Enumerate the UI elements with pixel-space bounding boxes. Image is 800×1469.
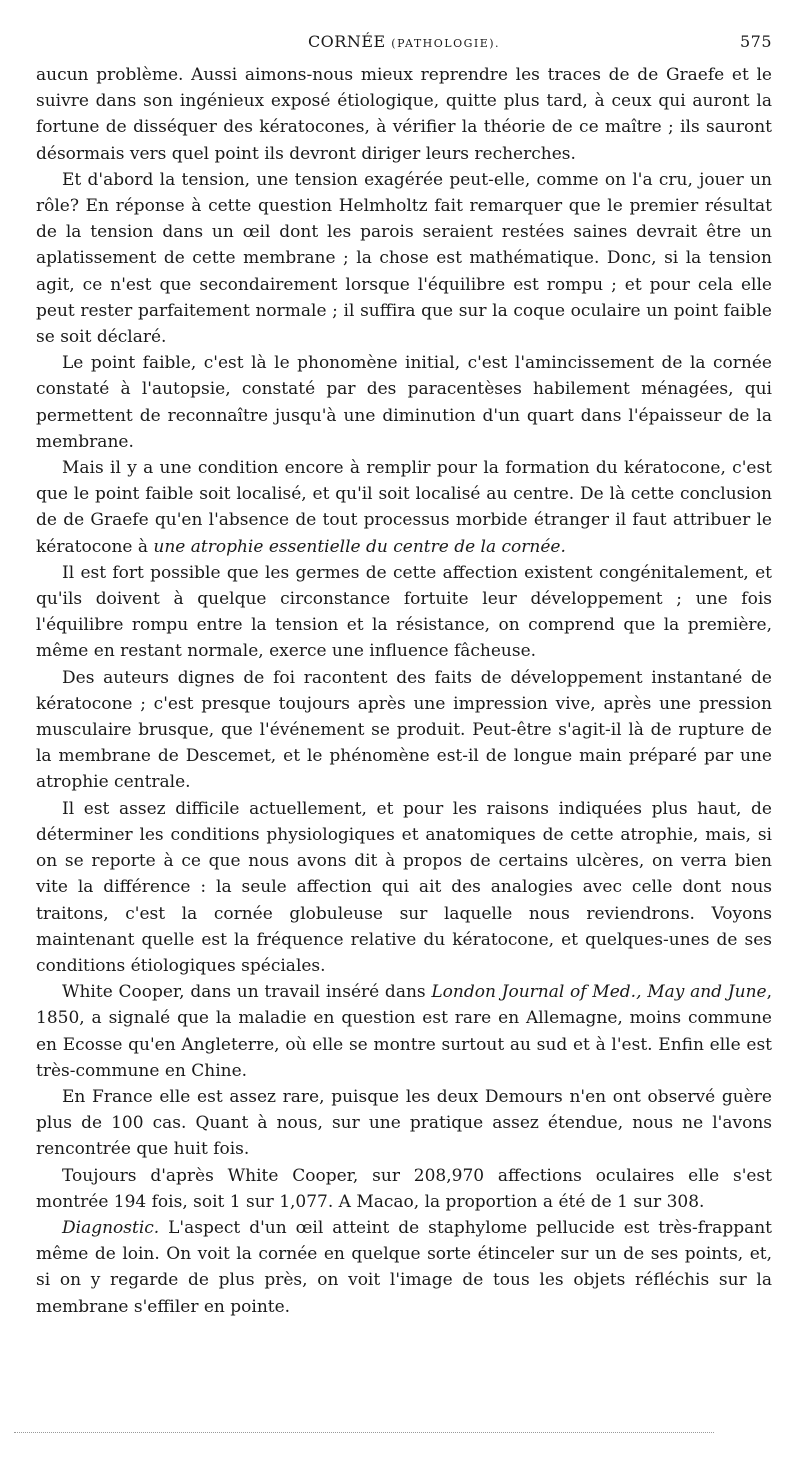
paragraph-diagnostic — [36, 1215, 772, 1320]
paragraph-atrophie: Il est assez difficile actuellement, et pour les raisons indiquées plus haut, de déterminer les conditions physiologiques et anatomiques de cette atrophie, mais, si on se reporte à ce que nous avons dit à propos de certains ulcères, on verra bien vite la différence : la seule affection qui ait des analogies avec celle dont nous traitons, c'est la cornée globuleuse sur laquelle nous reviendrons. Voyons maintenant quelle est la fréquence relative du kératocone, et quelques-unes de ses conditions étiologiques spéciales. — [36, 798, 772, 976]
footer-divider — [14, 1432, 714, 1433]
paragraph-text: White Cooper, dans un travail inséré dans — [62, 982, 432, 1003]
paragraph-developpement: Des auteurs dignes de foi racontent des faits de développement instantané de kératocone ; c'est presque toujours après une impression vive, après une pression musculaire brusque, que l'événement se produit. Peut-être s'agit-il là de rupture de la membrane de Descemet, et le phénomène est-il de longue main préparé par une atrophie centrale. — [36, 667, 772, 793]
paragraph-tension: Et d'abord la tension, une tension exagérée peut-elle, comme on l'a cru, jouer un rôle? En réponse à cette question Helmholtz fait remarquer que le premier résultat de la tension dans un œil dont les parois seraient restées saines devrait être un aplatissement de cette membrane ; la chose est mathématique. Donc, si la tension agit, ce n'est que secondairement lorsque l'équilibre est rompu ; et pour cela elle peut rester parfaitement normale ; il suffira que sur la coque oculaire un point faible se soit déclaré. — [36, 169, 772, 348]
header-title: CORNÉE — [307, 32, 386, 51]
paragraph-germes: Il est fort possible que les germes de cette affection existent congénitalement, et qu'ils doivent à quelque circonstance fortuite leur développement ; une fois l'équilibre rompu entre la tension et la résistance, on comprend que la première, même en restant normale, exerce une influence fâcheuse. — [36, 562, 772, 662]
paragraph-france: En France elle est assez rare, puisque les deux Demours n'en ont observé guère plus de 100 cas. Quant à nous, sur une pratique assez étendue, nous ne l'avons rencontrée que huit fois. — [36, 1086, 772, 1160]
running-title — [36, 32, 772, 51]
paragraph-statistiques: Toujours d'après White Cooper, sur 208,970 affections oculaires elle s'est montrée 194 fois, soit 1 sur 1,077. A Macao, la proportion a été de 1 sur 308. — [36, 1165, 772, 1212]
italic-phrase: une atrophie essentielle du centre de la cornée. — [153, 536, 566, 557]
page-number: 575 — [739, 32, 772, 51]
paragraph-localisation — [36, 455, 772, 560]
paragraph-point-faible: Le point faible, c'est là le phonomène initial, c'est l'amincissement de la cornée constaté à l'autopsie, constaté par des paracentèses habilement ménagées, qui permettent de reconnaître jusqu'à une diminution d'un quart dans l'épaisseur de la membrane. — [36, 353, 772, 452]
header-subtitle: (PATHOLOGIE). — [391, 37, 501, 50]
running-header — [36, 32, 772, 56]
paragraph-text: , 1850, a signalé que la maladie en question est rare en Allemagne, moins commune en Ecosse qu'en Angleterre, où elle se montre surtout au sud et à l'est. Enfin elle est très-commune en Chine. — [36, 982, 772, 1081]
body-text — [36, 62, 772, 1320]
paragraph-continued: aucun problème. Aussi aimons-nous mieux reprendre les traces de de Graefe et le suivre dans son ingénieux exposé étiologique, quitte plus tard, à ceux qui auront la fortune de disséquer des kératocones, à vérifier la théorie de ce maître ; ils sauront désormais vers quel point ils devront diriger leurs recherches. — [36, 65, 772, 164]
journal-title: London Journal of Med., May and June — [431, 982, 767, 1003]
section-heading-diagnostic: Diagnostic. — [62, 1217, 160, 1238]
paragraph-white-cooper — [36, 979, 772, 1084]
paragraph-text: L'aspect d'un œil atteint de staphylome pellucide est très-frappant même de loin. On voit la cornée en quelque sorte étinceler sur un de ses points, et, si on y regarde de plus près, on voit l'image de tous les objets réfléchis sur la membrane s'effiler en pointe. — [36, 1217, 772, 1317]
paragraph-text: Mais il y a une condition encore à remplir pour la formation du kératocone, c'est que le point faible soit localisé, et qu'il soit localisé au centre. De là cette conclusion de de Graefe qu'en l'absence de tout processus morbide étranger il faut attribuer le kératocone à — [36, 458, 772, 557]
